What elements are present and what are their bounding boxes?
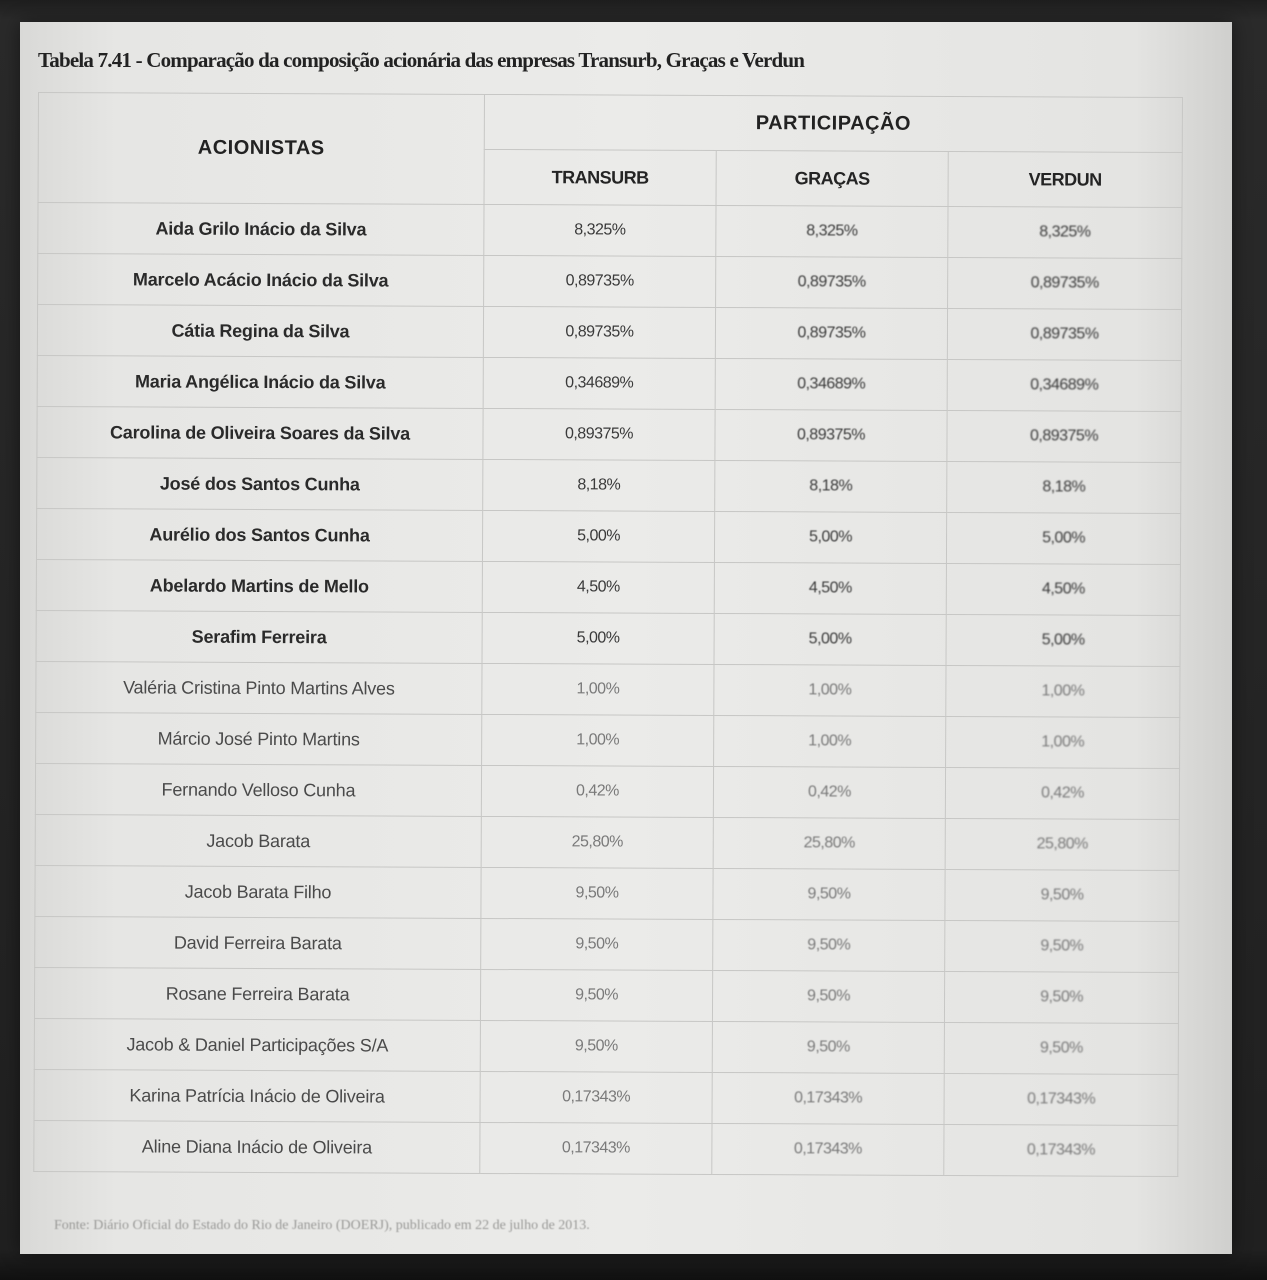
shareholder-name: Maria Angélica Inácio da Silva (37, 355, 483, 408)
participation-gracas: 0,17343% (712, 1072, 944, 1124)
shareholder-name: Jacob Barata (35, 814, 481, 867)
shareholder-name: Jacob Barata Filho (35, 865, 481, 918)
shareholder-name: Rosane Ferreira Barata (34, 967, 480, 1020)
participation-gracas: 9,50% (712, 970, 944, 1022)
participation-transurb: 4,50% (482, 561, 714, 613)
participation-verdun: 9,50% (945, 920, 1179, 972)
shareholder-name: Márcio José Pinto Martins (36, 712, 482, 765)
shareholder-name: Aline Diana Inácio de Oliveira (34, 1120, 480, 1173)
participation-verdun: 0,89735% (947, 308, 1181, 360)
shareholder-name: Aida Grilo Inácio da Silva (38, 203, 484, 256)
shareholder-name: Marcelo Acácio Inácio da Silva (38, 254, 484, 307)
company-header-gracas: GRAÇAS (716, 150, 948, 206)
participation-transurb: 0,17343% (480, 1071, 712, 1123)
table-caption: Tabela 7.41 - Comparação da composição acionária das empresas Transurb, Graças e Verdun (38, 48, 805, 72)
participation-transurb: 8,325% (484, 204, 716, 256)
table-row (37, 406, 1181, 462)
table-row (36, 610, 1180, 666)
participation-gracas: 9,50% (713, 919, 945, 971)
participation-gracas: 1,00% (714, 664, 946, 716)
participation-transurb: 9,50% (481, 867, 713, 919)
participation-verdun: 5,00% (946, 614, 1180, 666)
participation-verdun: 8,325% (948, 206, 1182, 258)
shareholder-name: Serafim Ferreira (36, 610, 482, 663)
participation-transurb: 0,34689% (483, 357, 715, 409)
table-row (35, 763, 1179, 819)
participation-gracas: 8,18% (715, 460, 947, 512)
participation-verdun: 1,00% (946, 665, 1180, 717)
table-row (36, 508, 1180, 564)
table-body (34, 203, 1182, 1177)
participation-transurb: 1,00% (482, 714, 714, 766)
table-row (34, 1120, 1178, 1176)
participation-transurb: 5,00% (482, 510, 714, 562)
shareholder-name: Karina Patrícia Inácio de Oliveira (34, 1069, 480, 1122)
participation-transurb: 0,89735% (483, 306, 715, 358)
participation-verdun: 9,50% (944, 971, 1178, 1023)
participation-verdun: 1,00% (946, 716, 1180, 768)
participation-transurb: 9,50% (480, 1020, 712, 1072)
participation-transurb: 0,89375% (483, 408, 715, 460)
table-row (37, 355, 1181, 411)
source-note: Fonte: Diário Oficial do Estado do Rio de Janeiro (DOERJ), publicado em 22 de julho de 2013. (54, 1218, 590, 1233)
shareholders-header: ACIONISTAS (38, 93, 484, 205)
participation-transurb: 0,89735% (484, 255, 716, 307)
document-page (20, 22, 1232, 1254)
participation-verdun: 25,80% (945, 818, 1179, 870)
participation-gracas: 9,50% (713, 868, 945, 920)
company-header-transurb: TRANSURB (484, 149, 716, 205)
participation-transurb: 9,50% (481, 918, 713, 970)
participation-transurb: 5,00% (482, 612, 714, 664)
company-header-verdun: VERDUN (948, 151, 1182, 207)
participation-gracas: 25,80% (713, 817, 945, 869)
participation-verdun: 0,89375% (947, 410, 1181, 462)
participation-verdun: 0,17343% (944, 1073, 1178, 1125)
shareholder-name: Aurélio dos Santos Cunha (36, 508, 482, 561)
participation-transurb: 0,17343% (480, 1122, 712, 1174)
participation-gracas: 0,17343% (712, 1123, 944, 1175)
table-row (34, 1069, 1178, 1125)
participation-gracas: 1,00% (714, 715, 946, 767)
shareholder-name: Fernando Velloso Cunha (35, 763, 481, 816)
table-row (37, 457, 1181, 513)
participation-verdun: 0,89735% (948, 257, 1182, 309)
table-row (36, 559, 1180, 615)
table-row (38, 203, 1182, 259)
participation-gracas: 8,325% (716, 205, 948, 257)
participation-transurb: 8,18% (483, 459, 715, 511)
table-row (38, 254, 1182, 310)
participation-gracas: 0,89735% (715, 307, 947, 359)
shareholder-name: Cátia Regina da Silva (37, 305, 483, 358)
shareholder-name: Jacob & Daniel Participações S/A (34, 1018, 480, 1071)
table-row (36, 661, 1180, 717)
table-row (36, 712, 1180, 768)
shareholder-name: Valéria Cristina Pinto Martins Alves (36, 661, 482, 714)
participation-verdun: 5,00% (946, 512, 1180, 564)
participation-verdun: 4,50% (946, 563, 1180, 615)
participation-verdun: 0,17343% (944, 1124, 1178, 1176)
table-row (35, 865, 1179, 921)
participation-verdun: 0,42% (945, 767, 1179, 819)
participation-verdun: 9,50% (944, 1022, 1178, 1074)
participation-gracas: 0,89375% (715, 409, 947, 461)
table-row (34, 1018, 1178, 1074)
table-row (35, 814, 1179, 870)
participation-gracas: 0,89735% (716, 256, 948, 308)
participation-gracas: 5,00% (714, 511, 946, 563)
shareholder-name: José dos Santos Cunha (37, 457, 483, 510)
shareholder-name: Abelardo Martins de Mello (36, 559, 482, 612)
participation-transurb: 0,42% (481, 765, 713, 817)
participation-verdun: 0,34689% (947, 359, 1181, 411)
shareholder-table (33, 92, 1183, 1177)
participation-gracas: 0,34689% (715, 358, 947, 410)
table-row (35, 916, 1179, 972)
participation-verdun: 8,18% (947, 461, 1181, 513)
participation-transurb: 9,50% (480, 969, 712, 1021)
shareholder-name: David Ferreira Barata (35, 916, 481, 969)
participation-header: PARTICIPAÇÃO (484, 94, 1182, 152)
shareholder-name: Carolina de Oliveira Soares da Silva (37, 406, 483, 459)
table-row (34, 967, 1178, 1023)
participation-verdun: 9,50% (945, 869, 1179, 921)
participation-gracas: 5,00% (714, 613, 946, 665)
participation-transurb: 1,00% (482, 663, 714, 715)
participation-gracas: 4,50% (714, 562, 946, 614)
table-row (37, 305, 1181, 361)
participation-gracas: 9,50% (712, 1021, 944, 1073)
participation-transurb: 25,80% (481, 816, 713, 868)
participation-gracas: 0,42% (713, 766, 945, 818)
